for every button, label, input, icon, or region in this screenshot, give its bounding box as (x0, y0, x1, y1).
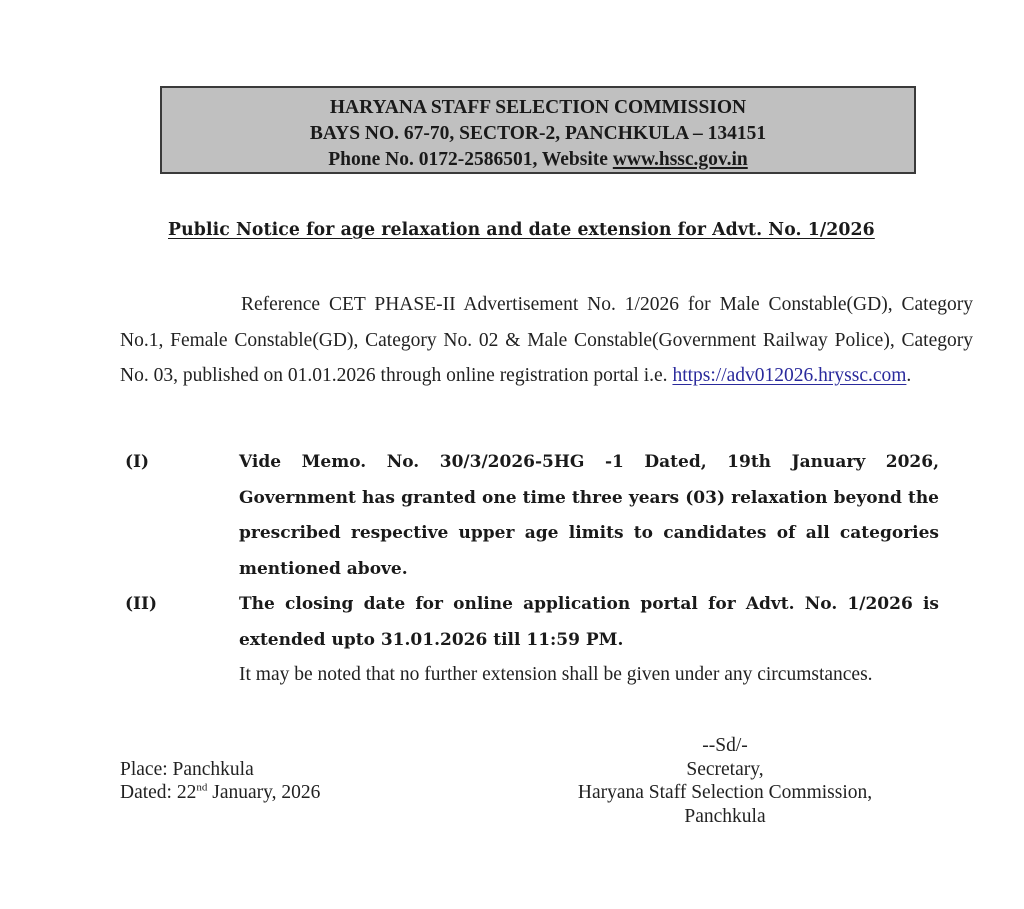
place-date-block (120, 758, 320, 804)
reference-text: Reference CET PHASE-II Advertisement No. 1/2026 for Male Constable(GD), Category No.1, Female Constable(GD), Category No. 02 & Male Constable(Government Railway Police), Category No. 03, published on 01.01.2026 through online registration portal i.e. (120, 294, 973, 386)
reference-suffix: . (906, 365, 912, 386)
note-paragraph: It may be noted that no further extension shall be given under any circumstances. (239, 664, 873, 685)
signatory-designation: Secretary, (686, 758, 764, 780)
contact-line (162, 147, 914, 173)
notice-item-1 (125, 445, 940, 587)
notice-item-2 (125, 587, 940, 659)
reference-paragraph (120, 287, 973, 394)
signature-block (530, 734, 920, 828)
phone-text: Phone No. 0172-2586501, Website (328, 149, 613, 170)
letterhead-box (160, 86, 916, 174)
item-text: Vide Memo. No. 30/3/2026-5HG -1 Dated, 19th January 2026, Government has granted one time three years (03) relaxation beyond the prescribed respective upper age limits to candidates of all categories mentioned above. (239, 452, 939, 579)
date-prefix: Dated: 22 (120, 782, 197, 803)
date-ordinal: nd (196, 781, 208, 794)
item-number: (I) (125, 452, 150, 472)
date-line (120, 781, 320, 804)
notice-title: Public Notice for age relaxation and date extension for Advt. No. 1/2026 (168, 220, 875, 240)
date-suffix: January, 2026 (207, 782, 321, 803)
item-text: The closing date for online application portal for Advt. No. 1/2026 is extended upto 31.01.2026 till 11:59 PM. (239, 594, 939, 650)
place-line: Place: Panchkula (120, 759, 254, 780)
signature-mark: --Sd/- (702, 735, 748, 756)
org-address: BAYS NO. 67-70, SECTOR-2, PANCHKULA – 134151 (309, 123, 767, 144)
registration-portal-link[interactable]: https://adv012026.hryssc.com (672, 365, 907, 386)
item-number: (II) (125, 594, 157, 614)
signatory-organization: Haryana Staff Selection Commission, (577, 782, 873, 803)
website-link[interactable]: www.hssc.gov.in (612, 149, 748, 170)
org-name: HARYANA STAFF SELECTION COMMISSION (329, 97, 747, 118)
signatory-location: Panchkula (684, 805, 766, 827)
